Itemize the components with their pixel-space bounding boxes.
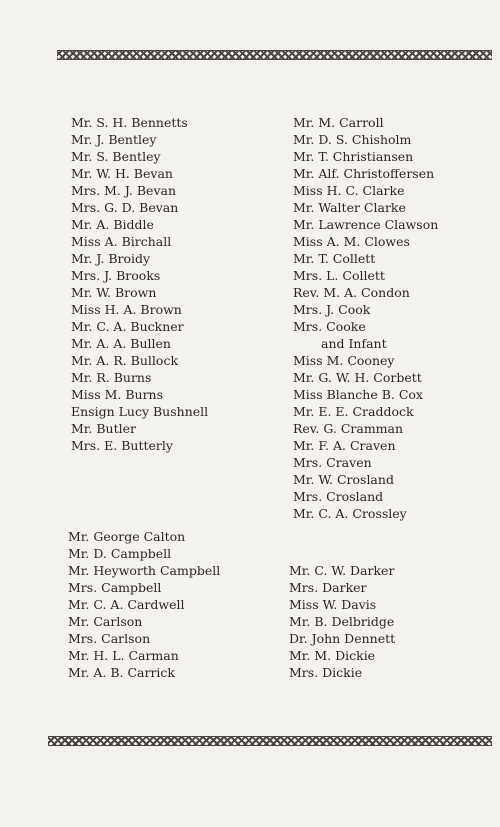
names-column-right-upper <box>293 114 438 522</box>
passenger-name: Mr. B. Delbridge <box>289 614 395 629</box>
passenger-name: Mrs. J. Brooks <box>71 268 161 283</box>
passenger-name: Mr. H. L. Carman <box>68 648 179 663</box>
passenger-name: Mr. A. Biddle <box>71 217 154 232</box>
passenger-name: Miss M. Burns <box>71 387 164 402</box>
top-decorative-border <box>57 50 492 60</box>
passenger-name: Mr. W. H. Bevan <box>71 166 173 181</box>
passenger-name: Miss A. Birchall <box>71 234 172 249</box>
passenger-name: Mr. A. A. Bullen <box>71 336 171 351</box>
passenger-name: Mrs. Darker <box>289 580 367 595</box>
passenger-name: Miss A. M. Clowes <box>293 234 410 249</box>
passenger-name: Mr. T. Christiansen <box>293 149 414 164</box>
passenger-name: Mr. S. H. Bennetts <box>71 115 188 130</box>
passenger-name: Mr. A. B. Carrick <box>68 665 175 680</box>
passenger-name: and Infant <box>321 336 387 351</box>
passenger-name: Mrs. J. Cook <box>293 302 371 317</box>
names-column-right-lower <box>289 562 395 681</box>
passenger-name: Mr. E. E. Craddock <box>293 404 414 419</box>
passenger-name: Rev. G. Cramman <box>293 421 404 436</box>
passenger-name: Mr. Carlson <box>68 614 143 629</box>
passenger-name: Mr. W. Brown <box>71 285 157 300</box>
passenger-name: Mr. Walter Clarke <box>293 200 406 215</box>
passenger-name: Mr. C. W. Darker <box>289 563 395 578</box>
passenger-name: Mr. Butler <box>71 421 136 436</box>
passenger-name: Mr. W. Crosland <box>293 472 394 487</box>
passenger-name: Mr. F. A. Craven <box>293 438 396 453</box>
passenger-name: Mr. S. Bentley <box>71 149 161 164</box>
passenger-name: Mr. Lawrence Clawson <box>293 217 439 232</box>
passenger-name: Dr. John Dennett <box>289 631 396 646</box>
passenger-name: Mr. George Calton <box>68 529 186 544</box>
passenger-name: Mrs. G. D. Bevan <box>71 200 179 215</box>
passenger-name: Mr. Heyworth Campbell <box>68 563 221 578</box>
passenger-name: Mrs. M. J. Bevan <box>71 183 177 198</box>
passenger-name: Miss M. Cooney <box>293 353 395 368</box>
names-column-left-upper <box>71 114 208 454</box>
passenger-name: Mr. T. Collett <box>293 251 376 266</box>
passenger-name: Mr. J. Bentley <box>71 132 157 147</box>
passenger-name: Mrs. L. Collett <box>293 268 385 283</box>
bottom-decorative-border <box>48 736 492 746</box>
passenger-name: Mr. C. A. Crossley <box>293 506 407 521</box>
passenger-name: Mr. D. S. Chisholm <box>293 132 412 147</box>
passenger-name: Mr. G. W. H. Corbett <box>293 370 422 385</box>
passenger-name: Mr. C. A. Buckner <box>71 319 184 334</box>
passenger-name: Mrs. E. Butterly <box>71 438 173 453</box>
passenger-name: Mrs. Campbell <box>68 580 162 595</box>
passenger-name: Mr. R. Burns <box>71 370 152 385</box>
passenger-name: Mr. Alf. Christoffersen <box>293 166 435 181</box>
passenger-name: Mrs. Dickie <box>289 665 363 680</box>
passenger-name: Ensign Lucy Bushnell <box>71 404 209 419</box>
passenger-name: Mr. C. A. Cardwell <box>68 597 185 612</box>
passenger-name: Miss H. C. Clarke <box>293 183 405 198</box>
passenger-name: Rev. M. A. Condon <box>293 285 410 300</box>
passenger-name: Miss W. Davis <box>289 597 377 612</box>
passenger-name: Miss H. A. Brown <box>71 302 182 317</box>
passenger-name: Mr. M. Carroll <box>293 115 384 130</box>
passenger-name: Miss Blanche B. Cox <box>293 387 423 402</box>
passenger-name: Mrs. Crosland <box>293 489 384 504</box>
passenger-name: Mrs. Craven <box>293 455 372 470</box>
passenger-name: Mrs. Carlson <box>68 631 151 646</box>
passenger-name: Mr. D. Campbell <box>68 546 172 561</box>
passenger-name: Mrs. Cooke <box>293 319 366 334</box>
names-column-left-lower <box>68 528 220 681</box>
passenger-name: Mr. J. Broidy <box>71 251 151 266</box>
passenger-name: Mr. M. Dickie <box>289 648 376 663</box>
passenger-name: Mr. A. R. Bullock <box>71 353 179 368</box>
